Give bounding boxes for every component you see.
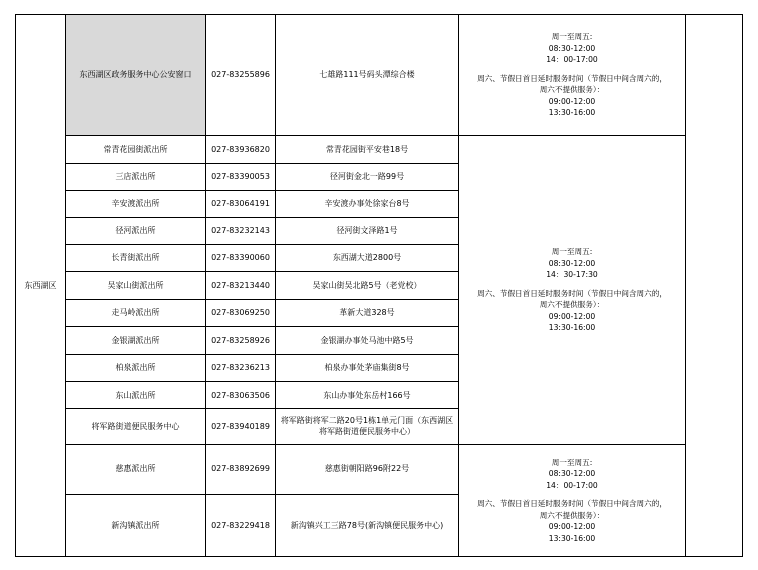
office-address: 革新大道328号 <box>276 300 459 327</box>
hours-line: 09:00-12:00 <box>548 522 596 531</box>
hours-line: 周六不提供服务）： <box>539 510 605 520</box>
office-name: 金银湖派出所 <box>66 327 206 355</box>
hours-line: 周六不提供服务）： <box>539 85 605 95</box>
office-phone: 027-83940189 <box>206 409 276 444</box>
hours-line: 周六不提供服务）： <box>539 300 605 310</box>
service-table <box>15 14 743 557</box>
hours-cell <box>459 444 686 557</box>
hours-line: 08:30-12:00 <box>548 469 596 478</box>
office-name: 常青花园街派出所 <box>66 136 206 163</box>
office-address: 新沟镇兴工三路78号(新沟镇便民服务中心) <box>276 494 459 556</box>
office-name: 慈惠派出所 <box>66 444 206 494</box>
hours-line: 14：30-17:30 <box>546 270 598 280</box>
hours-line: 09:00-12:00 <box>548 96 596 106</box>
hours-cell <box>459 136 686 444</box>
office-address: 东西湖大道2800号 <box>276 244 459 271</box>
office-address: 辛安渡办事处徐家台8号 <box>276 190 459 217</box>
office-address: 七雄路111号码头潭综合楼 <box>276 15 459 136</box>
table-row <box>16 15 743 136</box>
office-name: 走马岭派出所 <box>66 300 206 327</box>
office-name: 三店派出所 <box>66 163 206 190</box>
office-phone: 027-83255896 <box>206 15 276 136</box>
office-phone: 027-83936820 <box>206 136 276 163</box>
office-phone: 027-83063506 <box>206 382 276 409</box>
office-name: 径河派出所 <box>66 217 206 244</box>
office-address: 径河街文泽路1号 <box>276 217 459 244</box>
office-phone: 027-83258926 <box>206 327 276 355</box>
hours-line: 周六、节假日首日延时服务时间（节假日中间含周六的， <box>477 499 667 508</box>
office-name: 长青街派出所 <box>66 244 206 271</box>
table-row <box>16 444 743 494</box>
office-phone: 027-83236213 <box>206 355 276 382</box>
office-address: 将军路街将军二路20号1栋1单元门面（东西湖区将军路街道便民服务中心） <box>276 409 459 444</box>
hours-cell <box>459 15 686 136</box>
blank-cell <box>686 15 743 557</box>
office-address: 柏泉办事处茅庙集街8号 <box>276 355 459 382</box>
hours-line: 周一至周五: <box>551 247 593 257</box>
office-address: 金银湖办事处马池中路5号 <box>276 327 459 355</box>
office-phone: 027-83390060 <box>206 244 276 271</box>
office-name: 东山派出所 <box>66 382 206 409</box>
office-name: 柏泉派出所 <box>66 355 206 382</box>
office-address: 东山办事处东岳村166号 <box>276 382 459 409</box>
hours-line: 13:30-16:00 <box>548 533 596 543</box>
hours-line: 周一至周五: <box>551 32 593 42</box>
hours-line: 08:30-12:00 <box>548 258 596 268</box>
office-phone: 027-83892699 <box>206 444 276 494</box>
hours-line: 13:30-16:00 <box>548 323 596 333</box>
hours-line: 13:30-16:00 <box>548 108 596 118</box>
office-name: 吴家山街派出所 <box>66 271 206 299</box>
office-name: 新沟镇派出所 <box>66 494 206 556</box>
office-phone: 027-83390053 <box>206 163 276 190</box>
office-phone: 027-83232143 <box>206 217 276 244</box>
office-name: 将军路街道便民服务中心 <box>66 409 206 444</box>
table-row <box>16 136 743 163</box>
hours-line: 09:00-12:00 <box>548 311 596 321</box>
office-name: 辛安渡派出所 <box>66 190 206 217</box>
hours-line: 周一至周五: <box>551 457 593 467</box>
hours-line: 14：00-17:00 <box>546 55 598 65</box>
office-address: 慈惠街朝阳路96附22号 <box>276 444 459 494</box>
office-name: 东西湖区政务服务中心公安窗口 <box>66 15 206 136</box>
hours-line: 14：00-17:00 <box>546 480 598 490</box>
office-address: 径河街金北一路99号 <box>276 163 459 190</box>
hours-line: 周六、节假日首日延时服务时间（节假日中间含周六的， <box>477 73 667 83</box>
district-cell: 东西湖区 <box>16 15 66 557</box>
office-address: 常青花园街平安巷18号 <box>276 136 459 163</box>
office-phone: 027-83229418 <box>206 494 276 556</box>
hours-line: 08:30-12:00 <box>548 43 596 53</box>
office-address: 吴家山街吴北路5号（老党校） <box>276 271 459 299</box>
office-phone: 027-83064191 <box>206 190 276 217</box>
office-phone: 027-83213440 <box>206 271 276 299</box>
hours-line: 周六、节假日首日延时服务时间（节假日中间含周六的， <box>477 288 667 298</box>
office-phone: 027-83069250 <box>206 300 276 327</box>
